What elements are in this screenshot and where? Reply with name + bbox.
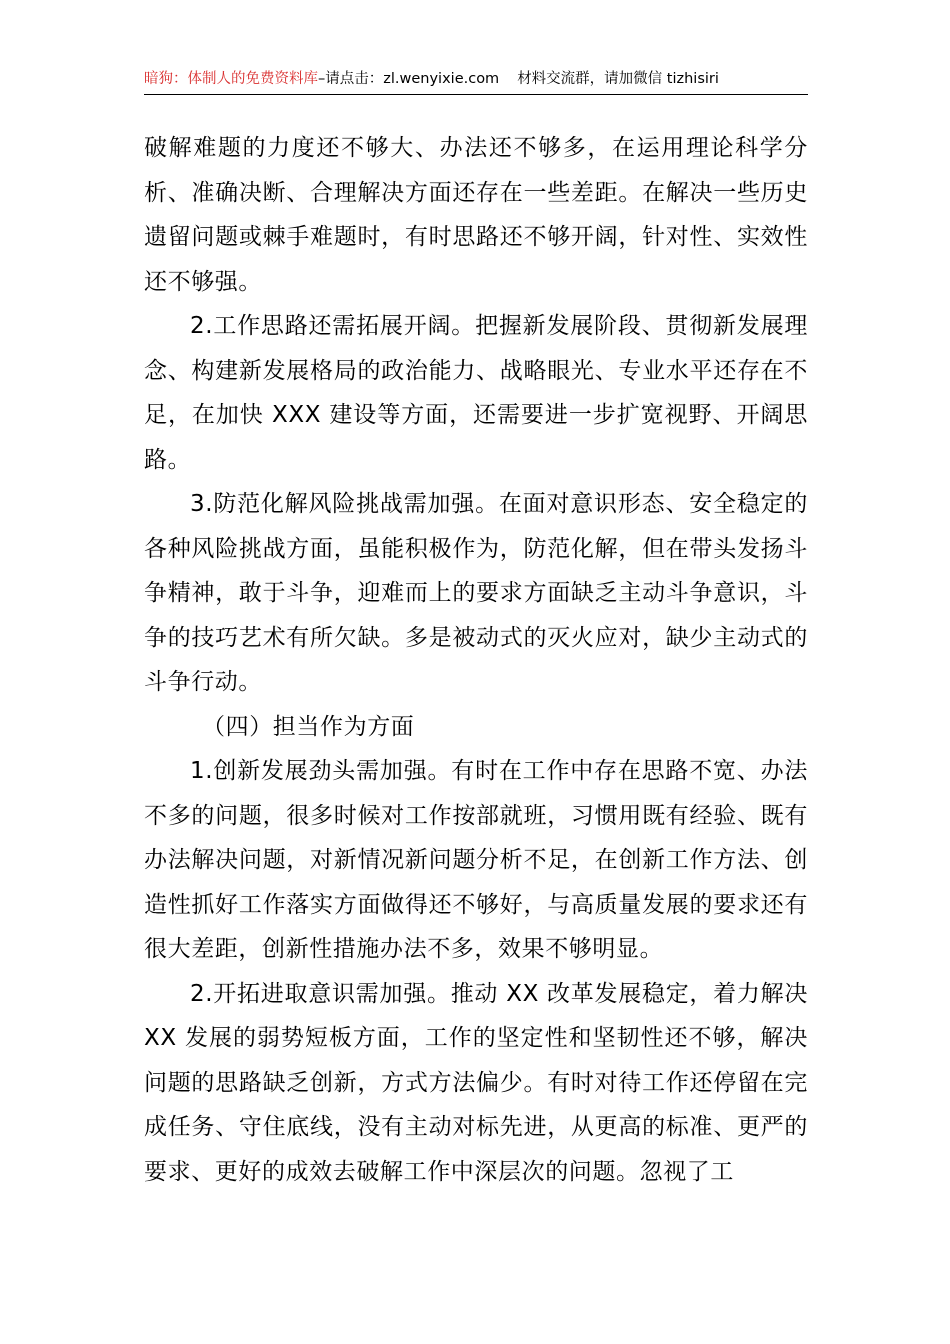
paragraph-item-2-work-thinking: 2.工作思路还需拓展开阔。把握新发展阶段、贯彻新发展理念、构建新发展格局的政治能力、战略眼光、专业水平还存在不足，在加快 XXX 建设等方面，还需要进一步扩宽视野、开阔思路。 [144, 313, 808, 473]
paragraph-continuation: 破解难题的力度还不够大、办法还不够多，在运用理论科学分析、准确决断、合理解决方面还存在一些差距。在解决一些历史遗留问题或棘手难题时，有时思路还不够开阔，针对性、实效性还不够强。 [144, 135, 808, 295]
header-group-note: 材料交流群，请加微信 tizhisiri [517, 71, 719, 87]
page-header [144, 64, 808, 95]
paragraph-item-2-pioneering: 2.开拓进取意识需加强。推动 XX 改革发展稳定，着力解决XX 发展的弱势短板方面，工作的坚定性和坚韧性还不够，解决问题的思路缺乏创新，方式方法偏少。有时对待工作还停留在完成任务、守住底线，没有主动对标先进，从更高的标准、更严的要求、更好的成效去破解工作中深层次的问题。忽视了工 [144, 980, 808, 1185]
header-click-prompt[interactable]: –请点击：zl.wenyixie.com [318, 71, 500, 87]
section-heading-responsibility: （四）担当作为方面 [202, 713, 415, 740]
document-body [144, 126, 808, 1194]
paragraph-item-3-risk-prevention: 3.防范化解风险挑战需加强。在面对意识形态、安全稳定的各种风险挑战方面，虽能积极作为，防范化解，但在带头发扬斗争精神，敢于斗争，迎难而上的要求方面缺乏主动斗争意识，斗争的技巧艺术有所欠缺。多是被动式的灭火应对，缺少主动式的斗争行动。 [144, 491, 808, 695]
header-site-name: 暗狗：体制人的免费资料库 [144, 71, 318, 87]
paragraph-item-1-innovation: 1.创新发展劲头需加强。有时在工作中存在思路不宽、办法不多的问题，很多时候对工作按部就班，习惯用既有经验、既有办法解决问题，对新情况新问题分析不足，在创新工作方法、创造性抓好工作落实方面做得还不够好，与高质量发展的要求还有很大差距，创新性措施办法不多，效果不够明显。 [144, 758, 808, 962]
